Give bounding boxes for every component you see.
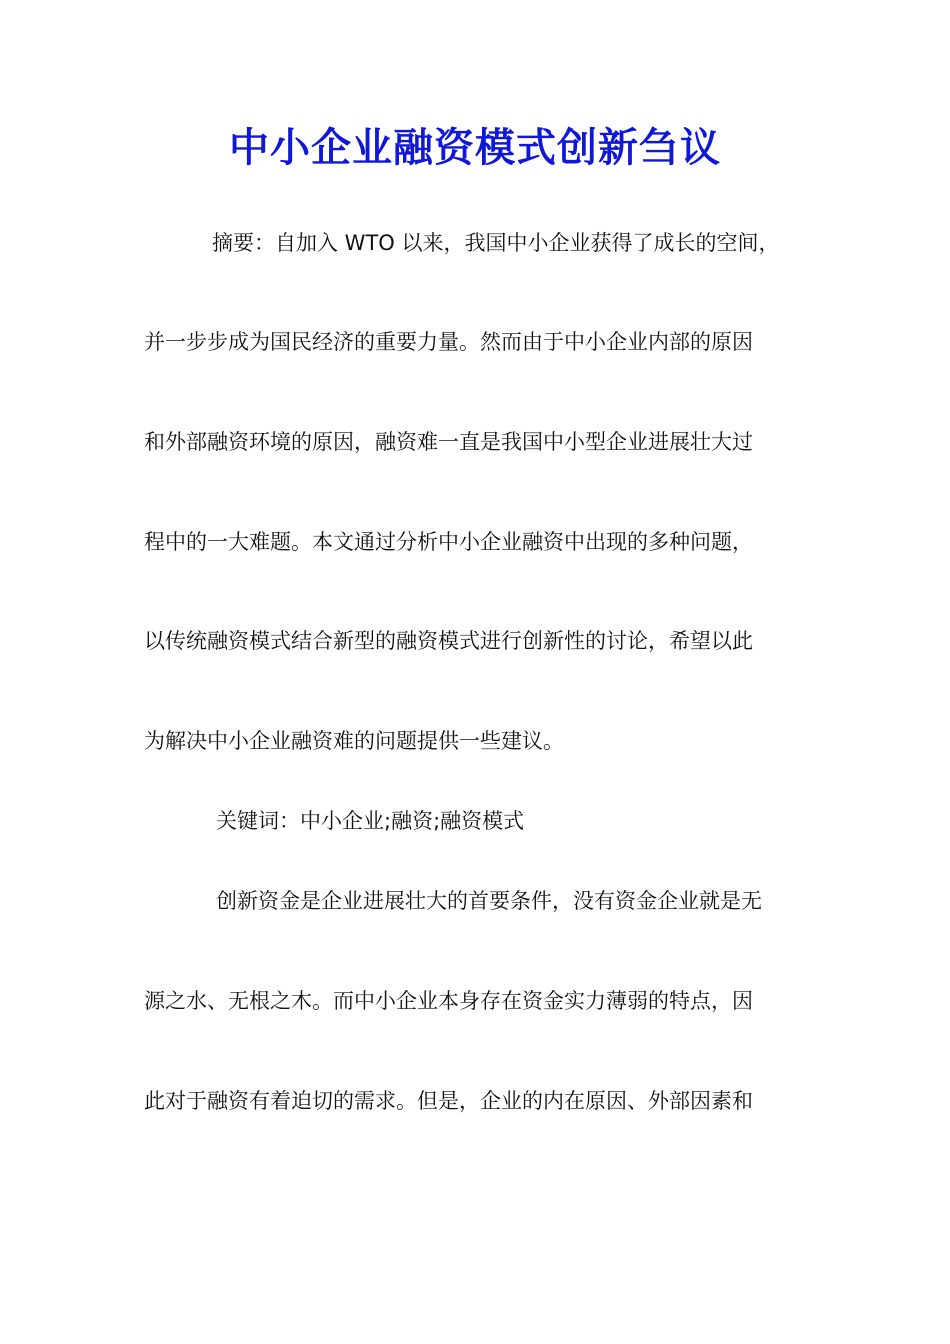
body-line-3: 此对于融资有着迫切的需求。但是，企业的内在原因、外部因素和 [144, 1089, 753, 1113]
abstract-line-6: 为解决中小企业融资难的问题提供一些建议。 [144, 729, 564, 753]
body-line-1: 创新资金是企业进展壮大的首要条件，没有资金企业就是无 [216, 889, 762, 913]
abstract-line-4: 程中的一大难题。本文通过分析中小企业融资中出现的多种问题， [144, 530, 753, 554]
abstract-line-3: 和外部融资环境的原因，融资难一直是我国中小型企业进展壮大过 [144, 430, 753, 454]
abstract-line-5: 以传统融资模式结合新型的融资模式进行创新性的讨论，希望以此 [144, 629, 753, 653]
body-line-2: 源之水、无根之木。而中小企业本身存在资金实力薄弱的特点，因 [144, 989, 753, 1013]
abstract-line-2: 并一步步成为国民经济的重要力量。然而由于中小企业内部的原因 [144, 330, 753, 354]
keywords-line: 关键词：中小企业;融资;融资模式 [216, 809, 525, 833]
abstract-line-1: 摘要：自加入 WTO 以来，我国中小企业获得了成长的空间， [212, 231, 780, 255]
document-title: 中小企业融资模式创新刍议 [229, 124, 721, 171]
